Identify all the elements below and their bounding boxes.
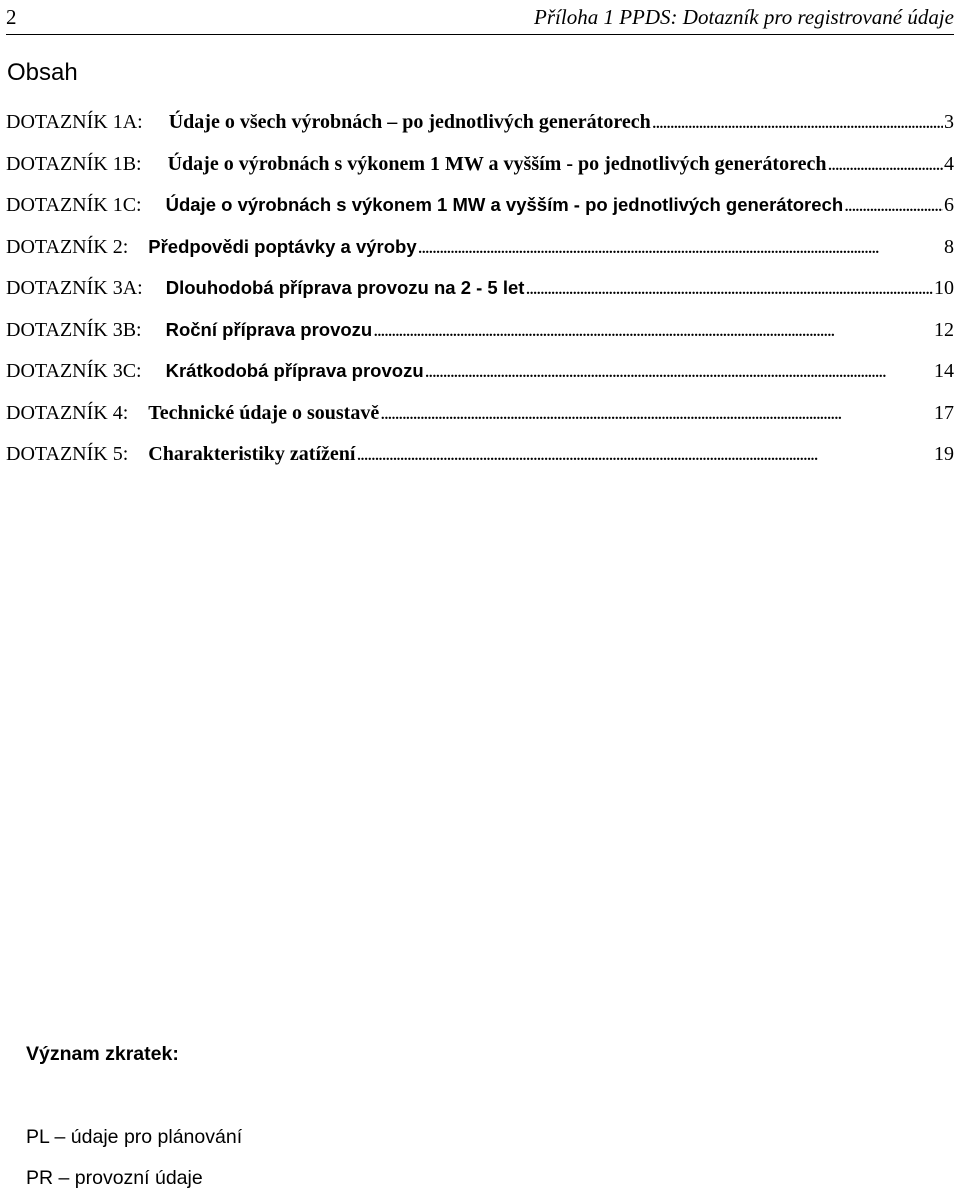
toc-entry-page: 8 (944, 235, 954, 258)
toc-leader-dots (373, 319, 933, 342)
toc-entry-page: 17 (934, 401, 954, 424)
toc-entry-page: 19 (934, 443, 954, 465)
toc-entry-3b[interactable] (6, 319, 954, 361)
header-title: Příloha 1 PPDS: Dotazník pro registrované údaje (534, 4, 954, 29)
toc-entry-text: Technické údaje o soustavě (148, 401, 380, 424)
toc-entry-text: Předpovědi poptávky a výroby (148, 235, 417, 257)
toc-leader-dots (380, 402, 933, 425)
toc-leader-dots (418, 236, 943, 259)
toc-entry-text: Údaje o výrobnách s výkonem 1 MW a vyšším - po jednotlivých generátorech (165, 194, 844, 215)
toc-entry-3c[interactable] (6, 360, 954, 402)
toc-entry-label: DOTAZNÍK 1A: (6, 111, 143, 133)
toc-entry-label: DOTAZNÍK 5: (6, 443, 129, 465)
toc-entry-1a[interactable] (6, 111, 954, 153)
toc-entry-label: DOTAZNÍK 3A: (6, 277, 143, 299)
table-of-contents (6, 111, 954, 485)
toc-entry-3a[interactable] (6, 277, 954, 319)
toc-entry-text: Údaje o výrobnách s výkonem 1 MW a vyšším - po jednotlivých generátorech (167, 152, 827, 175)
toc-entry-page: 14 (934, 360, 954, 382)
toc-leader-dots (356, 443, 933, 466)
toc-entry-page: 3 (944, 111, 954, 133)
toc-leader-dots (828, 153, 944, 176)
toc-leader-dots (844, 194, 943, 217)
toc-leader-dots (425, 360, 933, 383)
toc-entry-page: 10 (934, 277, 954, 299)
toc-entry-label: DOTAZNÍK 1B: (6, 152, 142, 175)
toc-entry-page: 12 (934, 318, 954, 341)
toc-entry-label: DOTAZNÍK 1C: (6, 194, 142, 216)
toc-entry-1c[interactable] (6, 194, 954, 236)
toc-entry-1b[interactable] (6, 153, 954, 195)
toc-entry-label: DOTAZNÍK 3C: (6, 360, 142, 382)
toc-leader-dots (652, 111, 943, 134)
toc-title: Obsah (7, 59, 78, 86)
toc-entry-text: Krátkodobá příprava provozu (165, 360, 424, 381)
toc-leader-dots (525, 277, 933, 300)
toc-entry-4[interactable] (6, 402, 954, 444)
toc-entry-5[interactable] (6, 443, 954, 485)
abbreviation-pl: PL – údaje pro plánování (26, 1126, 243, 1148)
toc-entry-page: 4 (944, 152, 954, 175)
toc-entry-label: DOTAZNÍK 2: (6, 235, 129, 258)
page-header (6, 0, 954, 35)
toc-entry-text: Charakteristiky zatížení (148, 443, 356, 465)
toc-entry-text: Dlouhodobá příprava provozu na 2 - 5 let (165, 277, 525, 298)
toc-entry-page: 6 (944, 194, 954, 216)
abbreviation-pr: PR – provozní údaje (26, 1167, 203, 1189)
abbreviations-title: Význam zkratek: (26, 1043, 179, 1065)
toc-entry-2[interactable] (6, 236, 954, 278)
toc-entry-text: Roční příprava provozu (165, 318, 373, 340)
page-number: 2 (6, 4, 17, 29)
toc-entry-label: DOTAZNÍK 4: (6, 401, 129, 424)
toc-entry-text: Údaje o všech výrobnách – po jednotlivých generátorech (168, 111, 651, 133)
toc-entry-label: DOTAZNÍK 3B: (6, 318, 142, 341)
